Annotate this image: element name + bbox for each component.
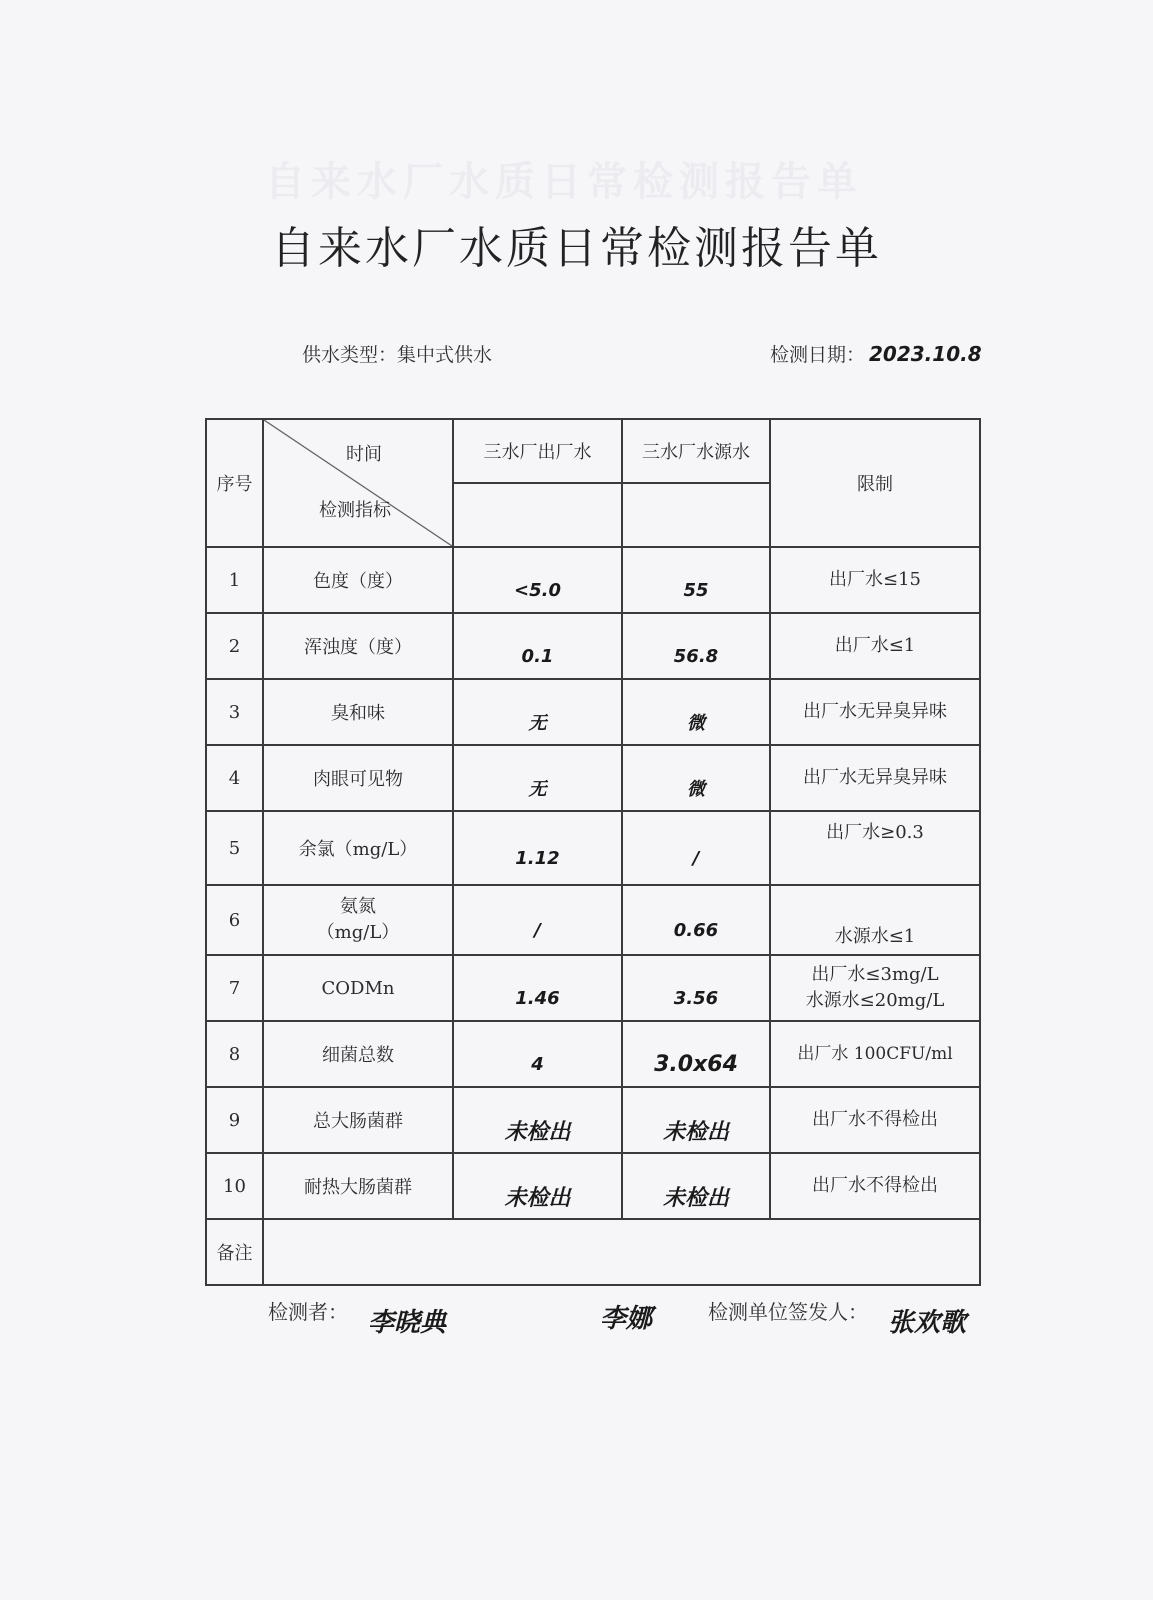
source-value: 3.0x64	[622, 1021, 770, 1087]
tester-signature	[268, 1290, 447, 1338]
source-value: 未检出	[622, 1153, 770, 1219]
header-time: 时间	[346, 444, 382, 465]
outlet-value: <5.0	[453, 547, 622, 613]
test-date-label: 检测日期：	[770, 344, 866, 366]
header-outlet-time	[453, 483, 622, 547]
table-row	[206, 1021, 980, 1087]
header-limit: 限制	[770, 419, 980, 547]
table-row	[206, 1153, 980, 1219]
limit-line1: 出厂水≤3mg/L	[811, 964, 939, 985]
source-value: /	[622, 811, 770, 885]
outlet-value: 0.1	[453, 613, 622, 679]
outlet-value: 4	[453, 1021, 622, 1087]
limit-value: 出厂水≤15	[770, 547, 980, 613]
table-row	[206, 679, 980, 745]
source-value: 3.56	[622, 955, 770, 1021]
row-number: 2	[206, 613, 263, 679]
indicator-name: 色度（度）	[263, 547, 453, 613]
tester-label: 检测者：	[268, 1300, 348, 1324]
limit-value: 出厂水≥0.3	[770, 811, 980, 885]
header-indicator: 检测指标	[319, 500, 391, 521]
limit-value: 出厂水不得检出	[770, 1153, 980, 1219]
row-number: 4	[206, 745, 263, 811]
table-row	[206, 745, 980, 811]
row-number: 3	[206, 679, 263, 745]
indicator-name-line2: （mg/L）	[316, 922, 400, 943]
row-number: 9	[206, 1087, 263, 1153]
test-date	[770, 340, 982, 367]
table-row	[206, 811, 980, 885]
limit-value: 水源水≤1	[770, 885, 980, 955]
report-table	[205, 418, 981, 1286]
remark-label: 备注	[206, 1219, 263, 1285]
limit-value: 出厂水不得检出	[770, 1087, 980, 1153]
row-number: 8	[206, 1021, 263, 1087]
outlet-value: 1.46	[453, 955, 622, 1021]
limit-value: 出厂水无异臭异味	[770, 679, 980, 745]
bleed-through-title: 自来水厂水质日常检测报告单	[265, 158, 863, 205]
issuer-label: 检测单位签发人：	[708, 1300, 868, 1324]
second-tester-signature	[600, 1290, 653, 1334]
header-col-outlet: 三水厂出厂水	[453, 419, 622, 483]
supply-type-value: 集中式供水	[397, 344, 493, 366]
header-row	[206, 419, 980, 483]
outlet-value: 1.12	[453, 811, 622, 885]
issuer-signature	[708, 1290, 967, 1338]
test-date-value: 2023.10.8	[869, 342, 982, 366]
source-value: 56.8	[622, 613, 770, 679]
indicator-name: 余氯（mg/L）	[263, 811, 453, 885]
supply-type	[302, 340, 492, 367]
remark-row	[206, 1219, 980, 1285]
row-number: 10	[206, 1153, 263, 1219]
outlet-value: /	[453, 885, 622, 955]
header-index: 序号	[206, 419, 263, 547]
limit-value: 出厂水 100CFU/ml	[770, 1021, 980, 1087]
source-value: 未检出	[622, 1087, 770, 1153]
limit-value: 出厂水≤1	[770, 613, 980, 679]
indicator-name-line1: 氨氮	[340, 896, 376, 917]
limit-value	[770, 955, 980, 1021]
row-number: 5	[206, 811, 263, 885]
indicator-name	[263, 885, 453, 955]
indicator-name: CODMn	[263, 955, 453, 1021]
table-row	[206, 885, 980, 955]
header-col-source: 三水厂水源水	[622, 419, 770, 483]
row-number: 6	[206, 885, 263, 955]
table-row	[206, 547, 980, 613]
table-row	[206, 955, 980, 1021]
indicator-name: 细菌总数	[263, 1021, 453, 1087]
tester-signature-value: 李晓典	[368, 1308, 447, 1338]
row-number: 7	[206, 955, 263, 1021]
outlet-value: 无	[453, 745, 622, 811]
indicator-name: 肉眼可见物	[263, 745, 453, 811]
page-title: 自来水厂水质日常检测报告单	[271, 223, 882, 274]
supply-type-label: 供水类型：	[302, 344, 398, 366]
limit-line2: 水源水≤20mg/L	[805, 990, 945, 1011]
table-row	[206, 613, 980, 679]
remark-value	[263, 1219, 980, 1285]
row-number: 1	[206, 547, 263, 613]
header-diagonal-cell	[263, 419, 453, 547]
outlet-value: 未检出	[453, 1087, 622, 1153]
second-tester-signature-value: 李娜	[600, 1304, 653, 1334]
issuer-signature-value: 张欢歌	[888, 1308, 967, 1338]
indicator-name: 总大肠菌群	[263, 1087, 453, 1153]
table-row	[206, 1087, 980, 1153]
outlet-value: 无	[453, 679, 622, 745]
source-value: 微	[622, 745, 770, 811]
source-value: 55	[622, 547, 770, 613]
limit-value: 出厂水无异臭异味	[770, 745, 980, 811]
outlet-value: 未检出	[453, 1153, 622, 1219]
source-value: 0.66	[622, 885, 770, 955]
source-value: 微	[622, 679, 770, 745]
indicator-name: 臭和味	[263, 679, 453, 745]
indicator-name: 浑浊度（度）	[263, 613, 453, 679]
header-source-time	[622, 483, 770, 547]
indicator-name: 耐热大肠菌群	[263, 1153, 453, 1219]
